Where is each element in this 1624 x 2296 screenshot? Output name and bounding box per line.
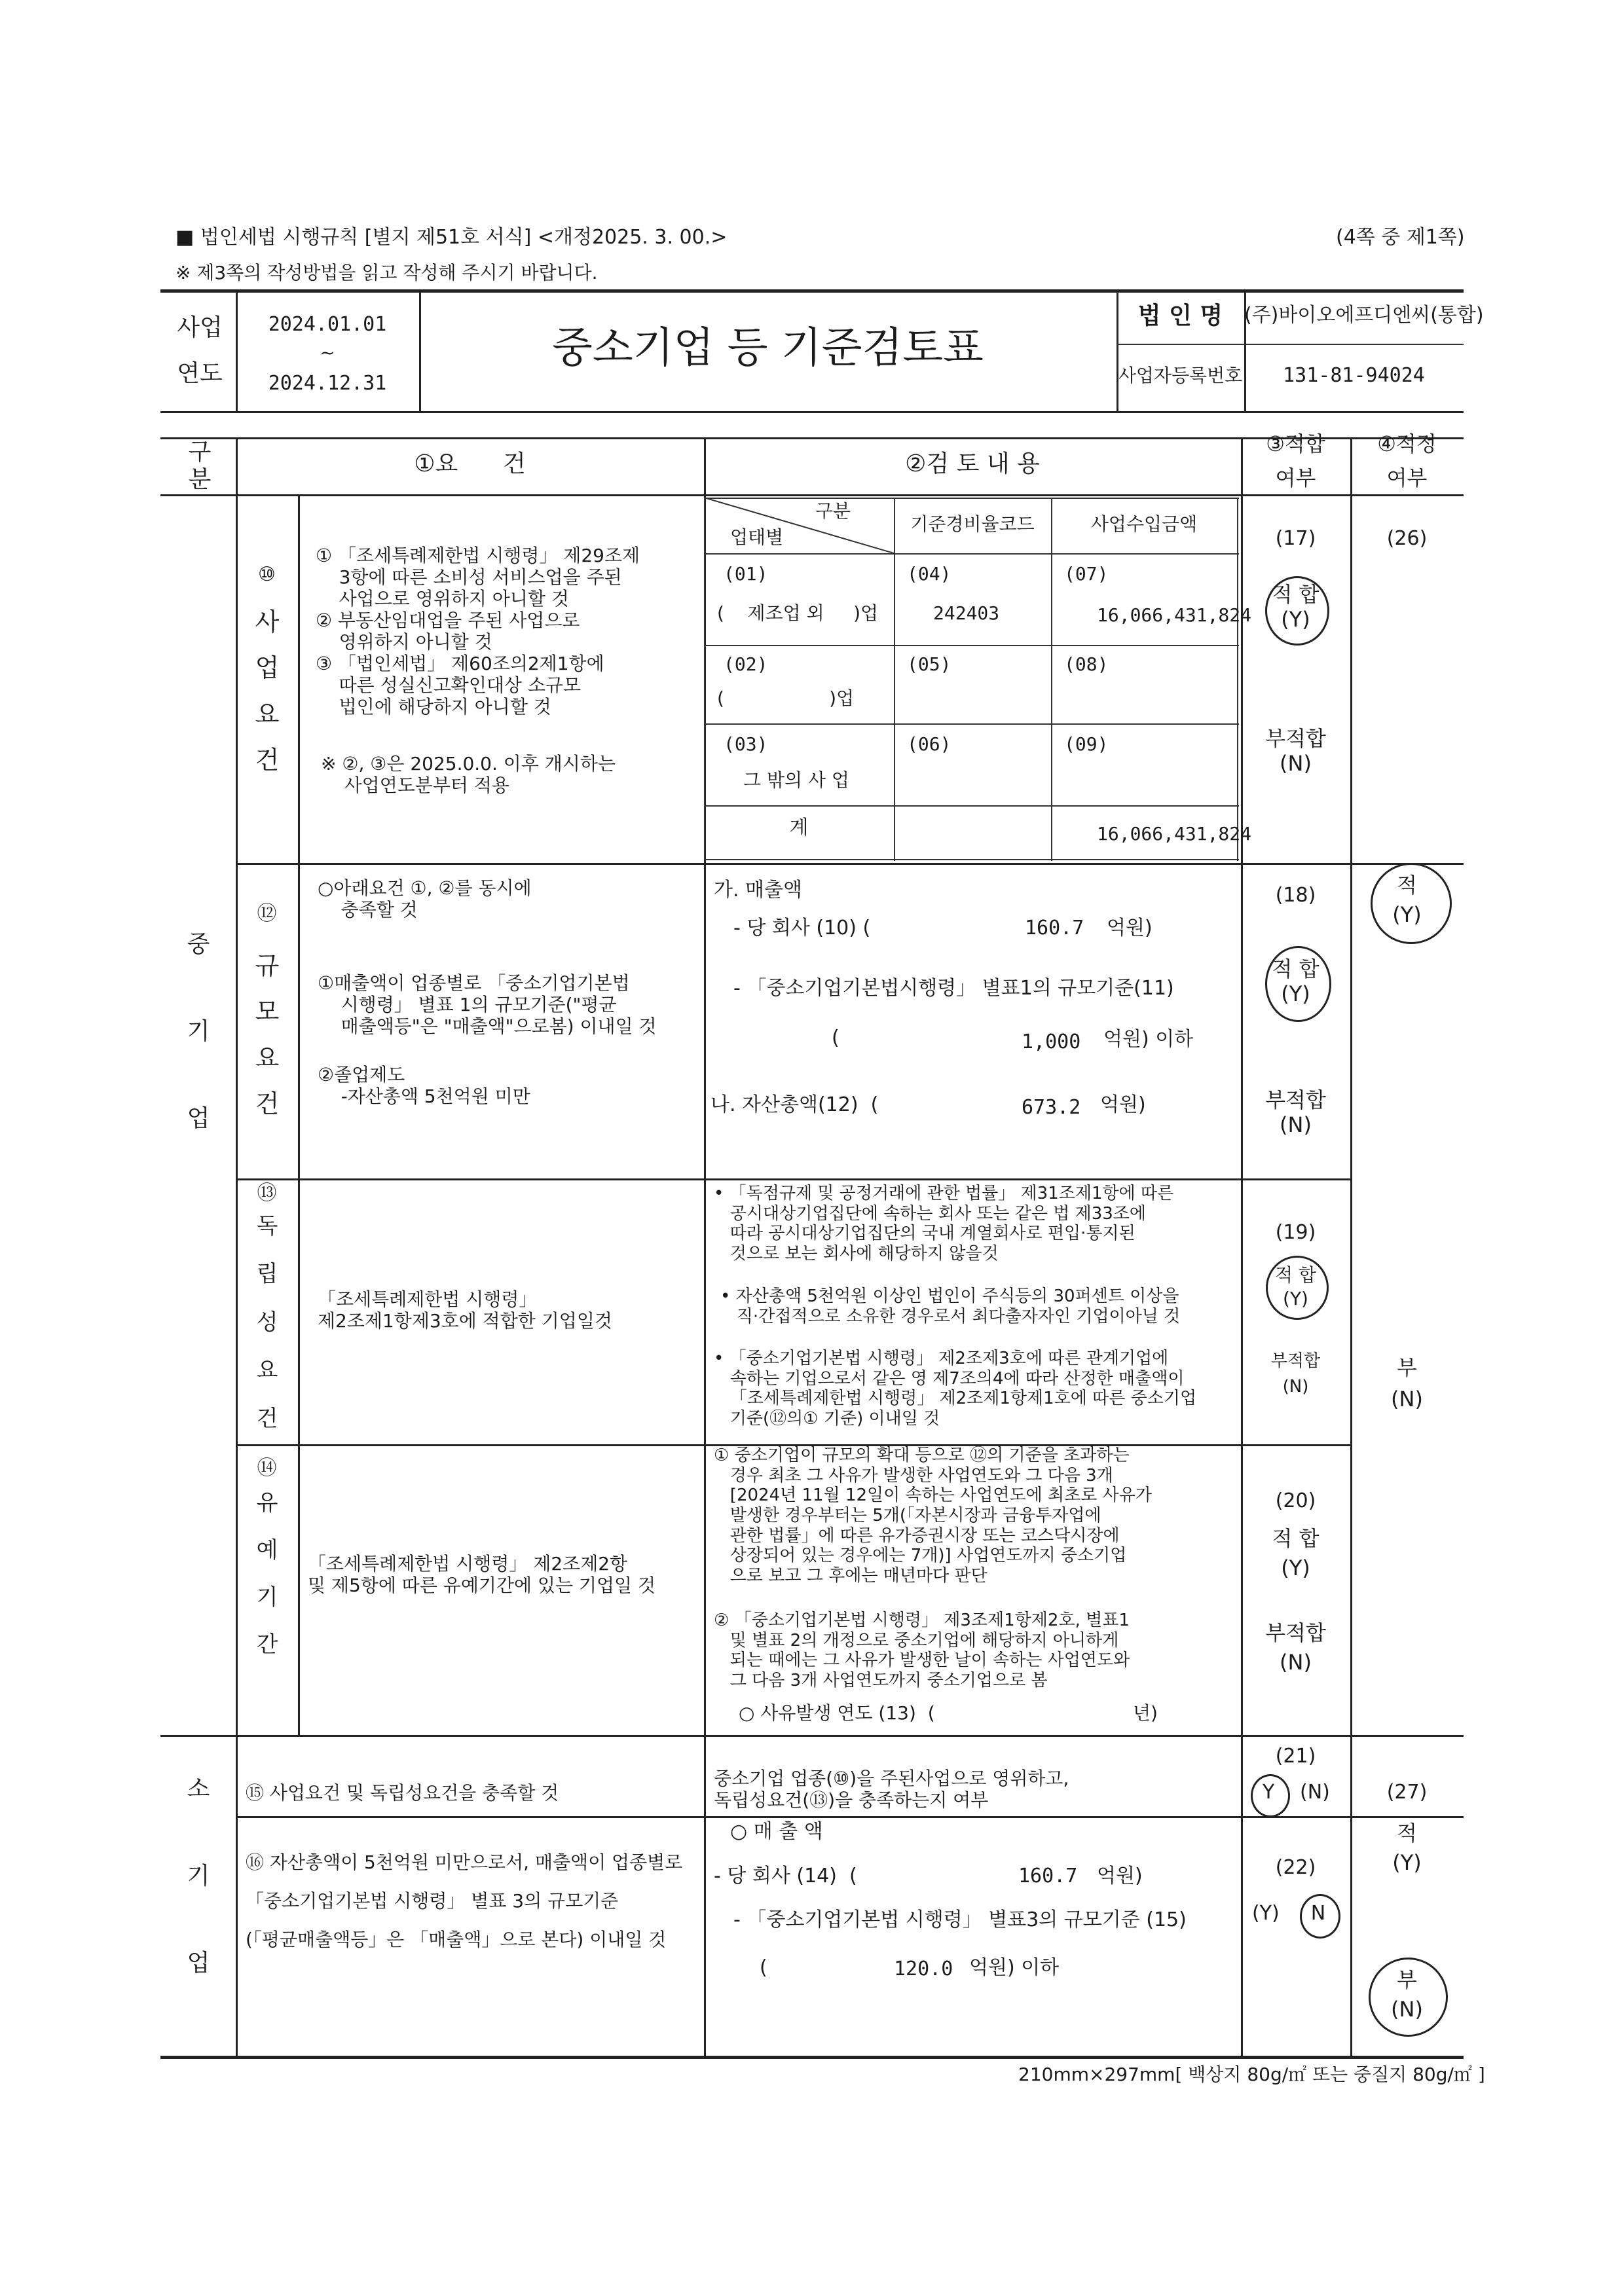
row102-req-intro: ○아래요건 ①, ②를 동시에 충족할 것	[318, 877, 532, 921]
row106-standard-label: - 「중소기업기본법 시행령」 별표3의 규모기준 (15)	[733, 1908, 1187, 1931]
period-end: 2024.12.31	[268, 372, 387, 395]
row102-standard-unit: 억원) 이하	[1103, 1028, 1194, 1051]
row106-revenue-value: 160.7	[1018, 1865, 1078, 1887]
section-sme-label: 중 기 업	[187, 931, 210, 1133]
table-row1-code: (01)	[724, 563, 768, 585]
row101-requirement: ① 「조세특례제한법 시행령」 제29조제 3항에 따른 소비성 서비스업을 주된 사업으로 영위하지 아니할 것 ② 부동산임대업을 주된 사업으로 영위하지 아니할 것 ③ 「법인세법」 제60조의2제1항에 따른 성실신고확인대상 소규모 법인에 해당하지 아니할 것	[316, 545, 640, 718]
row106-requirement: ⑯ 자산총액이 5천억원 미만으로서, 매출액이 업종별로 「중소기업기본법 시행령」 별표 3의 규모기준 (「평균매출액등」은 「매출액」으로 본다) 이내일 것	[246, 1851, 683, 1950]
row104-review-3: ○ 사유발생 연도 (13) (	[739, 1702, 935, 1724]
row105-fit-code: (21)	[1275, 1745, 1316, 1768]
col-final-2: 여부	[1386, 465, 1428, 490]
form-reference: ■ 법인세법 시행규칙 [별지 제51호 서식] <개정2025. 3. 00.>	[175, 226, 728, 249]
row104-review-1: ① 중소기업이 규모의 확대 등으로 ⑫의 기준을 초과하는 경우 최초 그 사유가 발생한 사업연도와 그 다음 3개 [2024년 11월 12일이 속하는 사업연도에 최초로 사유가 발생한 경우부터는 5개(「자본시장과 금융투자업에 관한 법률」에 따른 유가증권시장 또는 코스닥시장에 상장되어 있는 경우에는 7개)] 사업연도까지 중소기업 으로 보고 그 후에는 매년마다 판단	[714, 1446, 1152, 1586]
period-tilde: ~	[320, 342, 335, 363]
row102-bottom	[236, 1178, 1350, 1180]
row101-fit-yes: 적 합 (Y)	[1272, 582, 1320, 632]
row102-req-2: ②졸업제도 -자산총액 5천억원 미만	[318, 1064, 530, 1108]
row106-fit-code: (22)	[1275, 1856, 1316, 1879]
row102-req-1: ①매출액이 업종별로 「중소기업기본법 시행령」 별표 1의 규모기준("평균 매출액등"은 "매출액"으로봄) 이내일 것	[318, 972, 657, 1038]
table-row2-code: (02)	[724, 653, 768, 675]
row101-final-code: (26)	[1386, 527, 1428, 550]
row106-standard-open: (	[760, 1956, 767, 1979]
row102-final-stamp: 적 (Y)	[1392, 873, 1422, 927]
row106-review-head: ○ 매 출 액	[730, 1820, 823, 1843]
row101-fit-no: 부적합 (N)	[1265, 726, 1326, 776]
row103-fit-yes: 적 합 (Y)	[1275, 1264, 1316, 1310]
section-small-label: 소 기 업	[187, 1776, 210, 1977]
row103-review-1: • 「독점규제 및 공정거래에 관한 법률」 제31조제1항에 따른 공시대상기업집단에 속하는 회사 또는 같은 법 제33조에 따라 공시대상기업집단의 국내 계열회사로 편입·통지된 것으로 보는 회사에 해당하지 않을것	[714, 1184, 1174, 1264]
col-fit-divider	[1350, 437, 1352, 2056]
table-row3-rate-code: (06)	[907, 733, 951, 755]
row103-review-3: • 「중소기업기본법 시행령」 제2조제3호에 따른 관계기업에 속하는 기업으로서 같은 영 제7조의4에 따라 산정한 매출액이 「조세특례제한법 시행령」 제2조제1항제1호에 따른 중소기업 기준(⑫의① 기준) 이내일 것	[714, 1349, 1197, 1429]
row103-fit-code: (19)	[1275, 1221, 1316, 1244]
col-fit-2: 여부	[1275, 465, 1316, 490]
row104-label: 유 예 기 간	[256, 1490, 278, 1658]
row102-revenue-unit: 억원)	[1107, 917, 1153, 939]
col-final-1: ④적정	[1377, 431, 1437, 456]
row104-review-3-end: 년)	[1133, 1702, 1158, 1724]
table-row3-amount-code: (09)	[1064, 733, 1109, 755]
row103-review-2: • 자산총액 5천억원 이상인 법인이 주식등의 30퍼센트 이상을 직·간접적으로 소유한 경우로서 최다출자자인 기업이아닐 것	[720, 1286, 1181, 1326]
page-indicator: (4쪽 중 제1쪽)	[1336, 226, 1465, 249]
table-corner-bottom: 업태별	[730, 526, 784, 548]
row101-label: 사 업 요 건	[255, 608, 280, 774]
row105-fit-n: (N)	[1300, 1781, 1330, 1804]
table-row2-amount-code: (08)	[1064, 653, 1109, 675]
row104-review-2: ② 「중소기업기본법 시행령」 제3조제1항제2호, 별표1 및 별표 2의 개정으로 중소기업에 해당하지 아니하게 되는 때에는 그 사유가 발생한 날이 속하는 사업연도와 그 다음 3개 사업연도까지 중소기업으로 봄	[714, 1611, 1130, 1691]
row106-revenue-label: - 당 회사 (14) (	[714, 1865, 857, 1887]
header-bottom-border	[160, 494, 1464, 496]
table-row2-rate-code: (05)	[907, 653, 951, 675]
row102-fit-code: (18)	[1275, 884, 1316, 907]
row105-bottom	[236, 1816, 1464, 1818]
period-start: 2024.01.01	[268, 313, 387, 336]
row105-final-yes: 적 (Y)	[1392, 1821, 1422, 1875]
row102-asset-value: 673.2	[1022, 1096, 1081, 1119]
row101-bottom	[236, 863, 1464, 865]
table-row1-amount: 16,066,431,824	[1097, 604, 1252, 626]
row104-fit-no: 부적합 (N)	[1265, 1620, 1326, 1675]
row102-standard-label: - 「중소기업기본법시행령」 별표1의 규모기준(11)	[733, 977, 1174, 1000]
col-label-divider	[298, 494, 300, 1735]
row101-fit-code: (17)	[1275, 527, 1316, 550]
row106-standard-unit: 억원) 이하	[969, 1956, 1060, 1979]
row103-label: 독 립 성 요 건	[256, 1213, 278, 1432]
table-row1-rate: 242403	[933, 602, 1000, 624]
col-category-1: 구	[188, 439, 212, 465]
row103-requirement: 「조세특례제한법 시행령」 제2조제1항제3호에 적합한 기업일것	[318, 1288, 612, 1332]
row106-standard-value: 120.0	[894, 1958, 953, 1980]
business-type-table	[704, 498, 1252, 861]
reg-no: 131-81-94024	[1283, 364, 1425, 387]
year-label-2: 연도	[177, 360, 223, 387]
table-col-revenue: 사업수입금액	[1090, 513, 1198, 535]
row103-number: ⑬	[257, 1182, 277, 1205]
row104-fit-code: (20)	[1275, 1489, 1316, 1512]
table-row3-code: (03)	[724, 733, 768, 755]
corp-name-label: 법 인 명	[1137, 302, 1223, 329]
instruction-note: ※ 제3쪽의 작성방법을 읽고 작성해 주시기 바랍니다.	[175, 262, 598, 283]
top-border	[160, 289, 1464, 293]
corp-name: (주)바이오에프디엔씨(통합)	[1244, 304, 1484, 327]
paper-spec-footer: 210mm×297mm[ 백상지 80g/㎡ 또는 중질지 80g/㎡ ]	[1018, 2064, 1485, 2085]
row105-fit-y: Y	[1262, 1781, 1275, 1804]
table-total-label: 계	[789, 816, 809, 839]
col-category-divider	[236, 437, 238, 2056]
table-row1-amount-code: (07)	[1064, 563, 1109, 585]
col-category-2: 분	[188, 466, 212, 493]
row102-asset-label: 나. 자산총액(12) (	[710, 1093, 879, 1116]
row102-fit-no: 부적합 (N)	[1265, 1087, 1326, 1137]
col-fit-1: ③적합	[1266, 431, 1325, 456]
table-total-amount: 16,066,431,824	[1097, 823, 1252, 845]
reg-no-label: 사업자등록번호	[1118, 365, 1243, 386]
row102-label: 규 모 요 건	[255, 951, 280, 1118]
row103-final-no: 부 (N)	[1391, 1355, 1423, 1412]
row102-fit-yes: 적 합 (Y)	[1272, 957, 1320, 1006]
col-requirement: ①요 건	[414, 450, 526, 477]
row106-final-stamp: 부 (N)	[1391, 1967, 1423, 2022]
col-review-divider	[1241, 437, 1243, 2056]
row104-requirement: 「조세특례제한법 시행령」 제2조제2항 및 제5항에 따른 유예기간에 있는 기업일 것	[308, 1553, 656, 1597]
title-bottom-border	[160, 411, 1464, 413]
row102-review-a: 가. 매출액	[714, 879, 802, 902]
row102-standard-open: (	[832, 1027, 840, 1049]
table-row1-name: ( 제조업 외 )업	[717, 602, 879, 624]
row102-revenue-label: - 당 회사 (10) (	[733, 917, 871, 939]
table-row2-name: ( )업	[717, 687, 855, 709]
title-mid-line	[1116, 344, 1464, 345]
row104-number: ⑭	[257, 1457, 277, 1480]
row106-revenue-unit: 억원)	[1097, 1865, 1143, 1887]
row104-fit-yes: 적 합 (Y)	[1272, 1526, 1320, 1580]
document-title: 중소기업 등 기준검토표	[552, 324, 984, 373]
row105-review: 중소기업 업종(⑩)을 주된사업으로 영위하고, 독립성요건(⑬)을 충족하는지 여부	[714, 1768, 1069, 1812]
col-review: ②검 토 내 용	[905, 450, 1040, 477]
row101-number: ⑩	[258, 563, 276, 586]
row106-fit-n: N	[1310, 1902, 1326, 1925]
row102-asset-unit: 억원)	[1100, 1093, 1146, 1116]
row101-note: ※ ②, ③은 2025.0.0. 이후 개시하는 사업연도분부터 적용	[321, 753, 616, 797]
row106-fit-y: (Y)	[1252, 1902, 1280, 1925]
row102-number: ⑫	[257, 902, 277, 925]
table-bottom-border	[160, 2056, 1464, 2059]
row105-requirement: ⑮ 사업요건 및 독립성요건을 충족할 것	[246, 1782, 559, 1804]
row103-fit-no: 부적합 (N)	[1270, 1351, 1321, 1396]
row104-bottom	[160, 1735, 1464, 1737]
table-corner-top: 구분	[815, 500, 851, 522]
table-col-rate: 기준경비율코드	[910, 513, 1035, 535]
row102-revenue-value: 160.7	[1025, 917, 1084, 939]
row105-final-code: (27)	[1386, 1781, 1428, 1804]
table-row1-rate-code: (04)	[907, 563, 951, 585]
table-row3-name: 그 밖의 사 업	[743, 769, 849, 791]
row102-standard-value: 1,000	[1022, 1030, 1081, 1053]
year-label-1: 사업	[177, 314, 223, 341]
